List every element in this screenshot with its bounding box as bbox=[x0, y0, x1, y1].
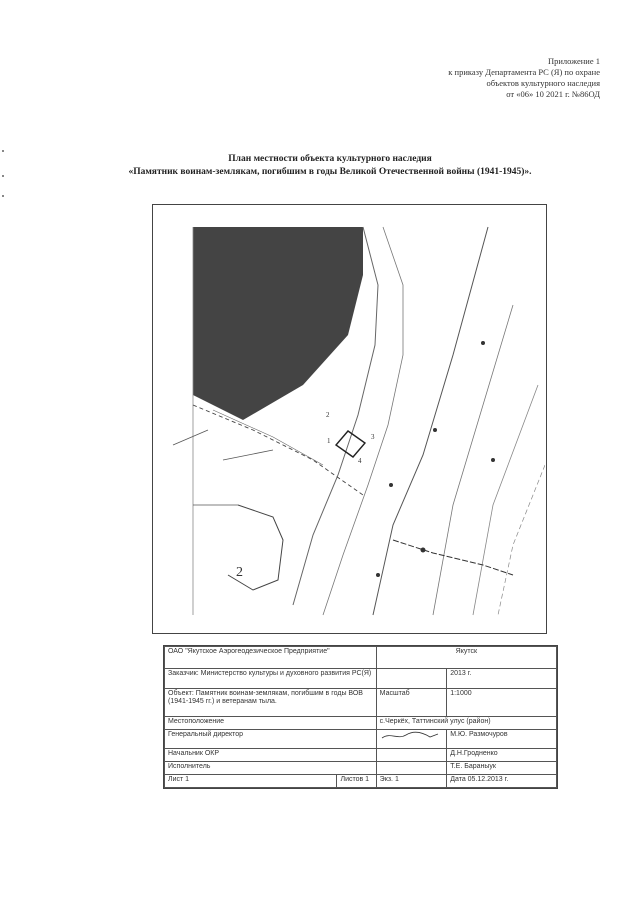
point-label-2: 2 bbox=[326, 411, 330, 419]
scan-mark bbox=[2, 150, 4, 152]
road-line-2 bbox=[433, 305, 513, 615]
appendix-line-2: к приказу Департамента РС (Я) по охране bbox=[448, 67, 600, 77]
title-block bbox=[163, 645, 558, 789]
copy-cell: Экз. 1 bbox=[376, 774, 447, 787]
org-cell: ОАО "Якутское Аэрогеодезическое Предприятие" bbox=[165, 647, 377, 669]
empty-cell bbox=[376, 748, 447, 761]
monument-parcel bbox=[336, 431, 365, 457]
map-point bbox=[491, 458, 495, 462]
org-city-cell: Якутск bbox=[376, 647, 556, 669]
scale-value-cell: 1:1000 bbox=[447, 689, 557, 717]
point-label-3: 3 bbox=[371, 433, 375, 441]
parcel-number: 2 bbox=[236, 565, 243, 580]
point-label-1: 1 bbox=[327, 437, 331, 445]
road-line bbox=[373, 227, 488, 615]
map-point bbox=[481, 341, 485, 345]
object-cell: Объект: Памятник воинам-землякам, погибшим в годы ВОВ (1941-1945 гг.) и ветеранам тыла. bbox=[165, 689, 377, 717]
title-block-table bbox=[164, 646, 557, 788]
document-title-line-2: «Памятник воинам-землякам, погибшим в годы Великой Отечественной войны (1941-1945)». bbox=[128, 167, 532, 177]
arrow-line bbox=[173, 430, 208, 445]
map-point bbox=[376, 573, 380, 577]
customer-cell: Заказчик: Министерство культуры и духовного развития РС(Я) bbox=[165, 669, 377, 689]
location-value-cell: с.Черкёх, Таттинский улус (район) bbox=[376, 717, 556, 730]
head-label-cell: Начальник ОКР bbox=[165, 748, 377, 761]
document-title-line-1: План местности объекта культурного наследия bbox=[228, 154, 432, 164]
year-cell: 2013 г. bbox=[447, 669, 557, 689]
fence-line bbox=[213, 410, 323, 465]
executor-label-cell: Исполнитель bbox=[165, 761, 377, 774]
appendix-block bbox=[340, 56, 600, 100]
map-point bbox=[433, 428, 437, 432]
sheets-cell: Листов 1 bbox=[337, 774, 376, 787]
empty-cell bbox=[376, 761, 447, 774]
map-point bbox=[421, 548, 426, 553]
site-plan-map bbox=[153, 205, 545, 632]
appendix-line-3: объектов культурного наследия bbox=[486, 78, 600, 88]
head-value-cell: Д.Н.Гродненко bbox=[447, 748, 557, 761]
map-point bbox=[389, 483, 393, 487]
date-cell: Дата 05.12.2013 г. bbox=[447, 774, 557, 787]
sheet-cell: Лист 1 bbox=[165, 774, 337, 787]
dark-area bbox=[193, 227, 363, 420]
signature-scribble bbox=[380, 731, 440, 741]
road-line-4 bbox=[498, 465, 545, 615]
appendix-line-4: от «06» 10 2021 г. №86ОД bbox=[506, 89, 600, 99]
power-line bbox=[393, 540, 513, 575]
point-label-4: 4 bbox=[358, 457, 362, 465]
map-frame bbox=[152, 204, 547, 634]
scale-label-cell: Масштаб bbox=[376, 689, 447, 717]
arrow-line bbox=[223, 450, 273, 460]
director-label-cell: Генеральный директор bbox=[165, 730, 377, 749]
director-value-cell: М.Ю. Размочуров bbox=[447, 730, 557, 749]
signature-cell bbox=[376, 730, 447, 749]
appendix-line-1: Приложение 1 bbox=[548, 56, 600, 66]
scan-mark bbox=[2, 195, 4, 197]
dashed-boundary bbox=[193, 405, 363, 495]
scan-mark bbox=[2, 175, 4, 177]
location-label-cell: Местоположение bbox=[165, 717, 377, 730]
empty-cell bbox=[376, 669, 447, 689]
executor-value-cell: Т.Е. Бараныук bbox=[447, 761, 557, 774]
